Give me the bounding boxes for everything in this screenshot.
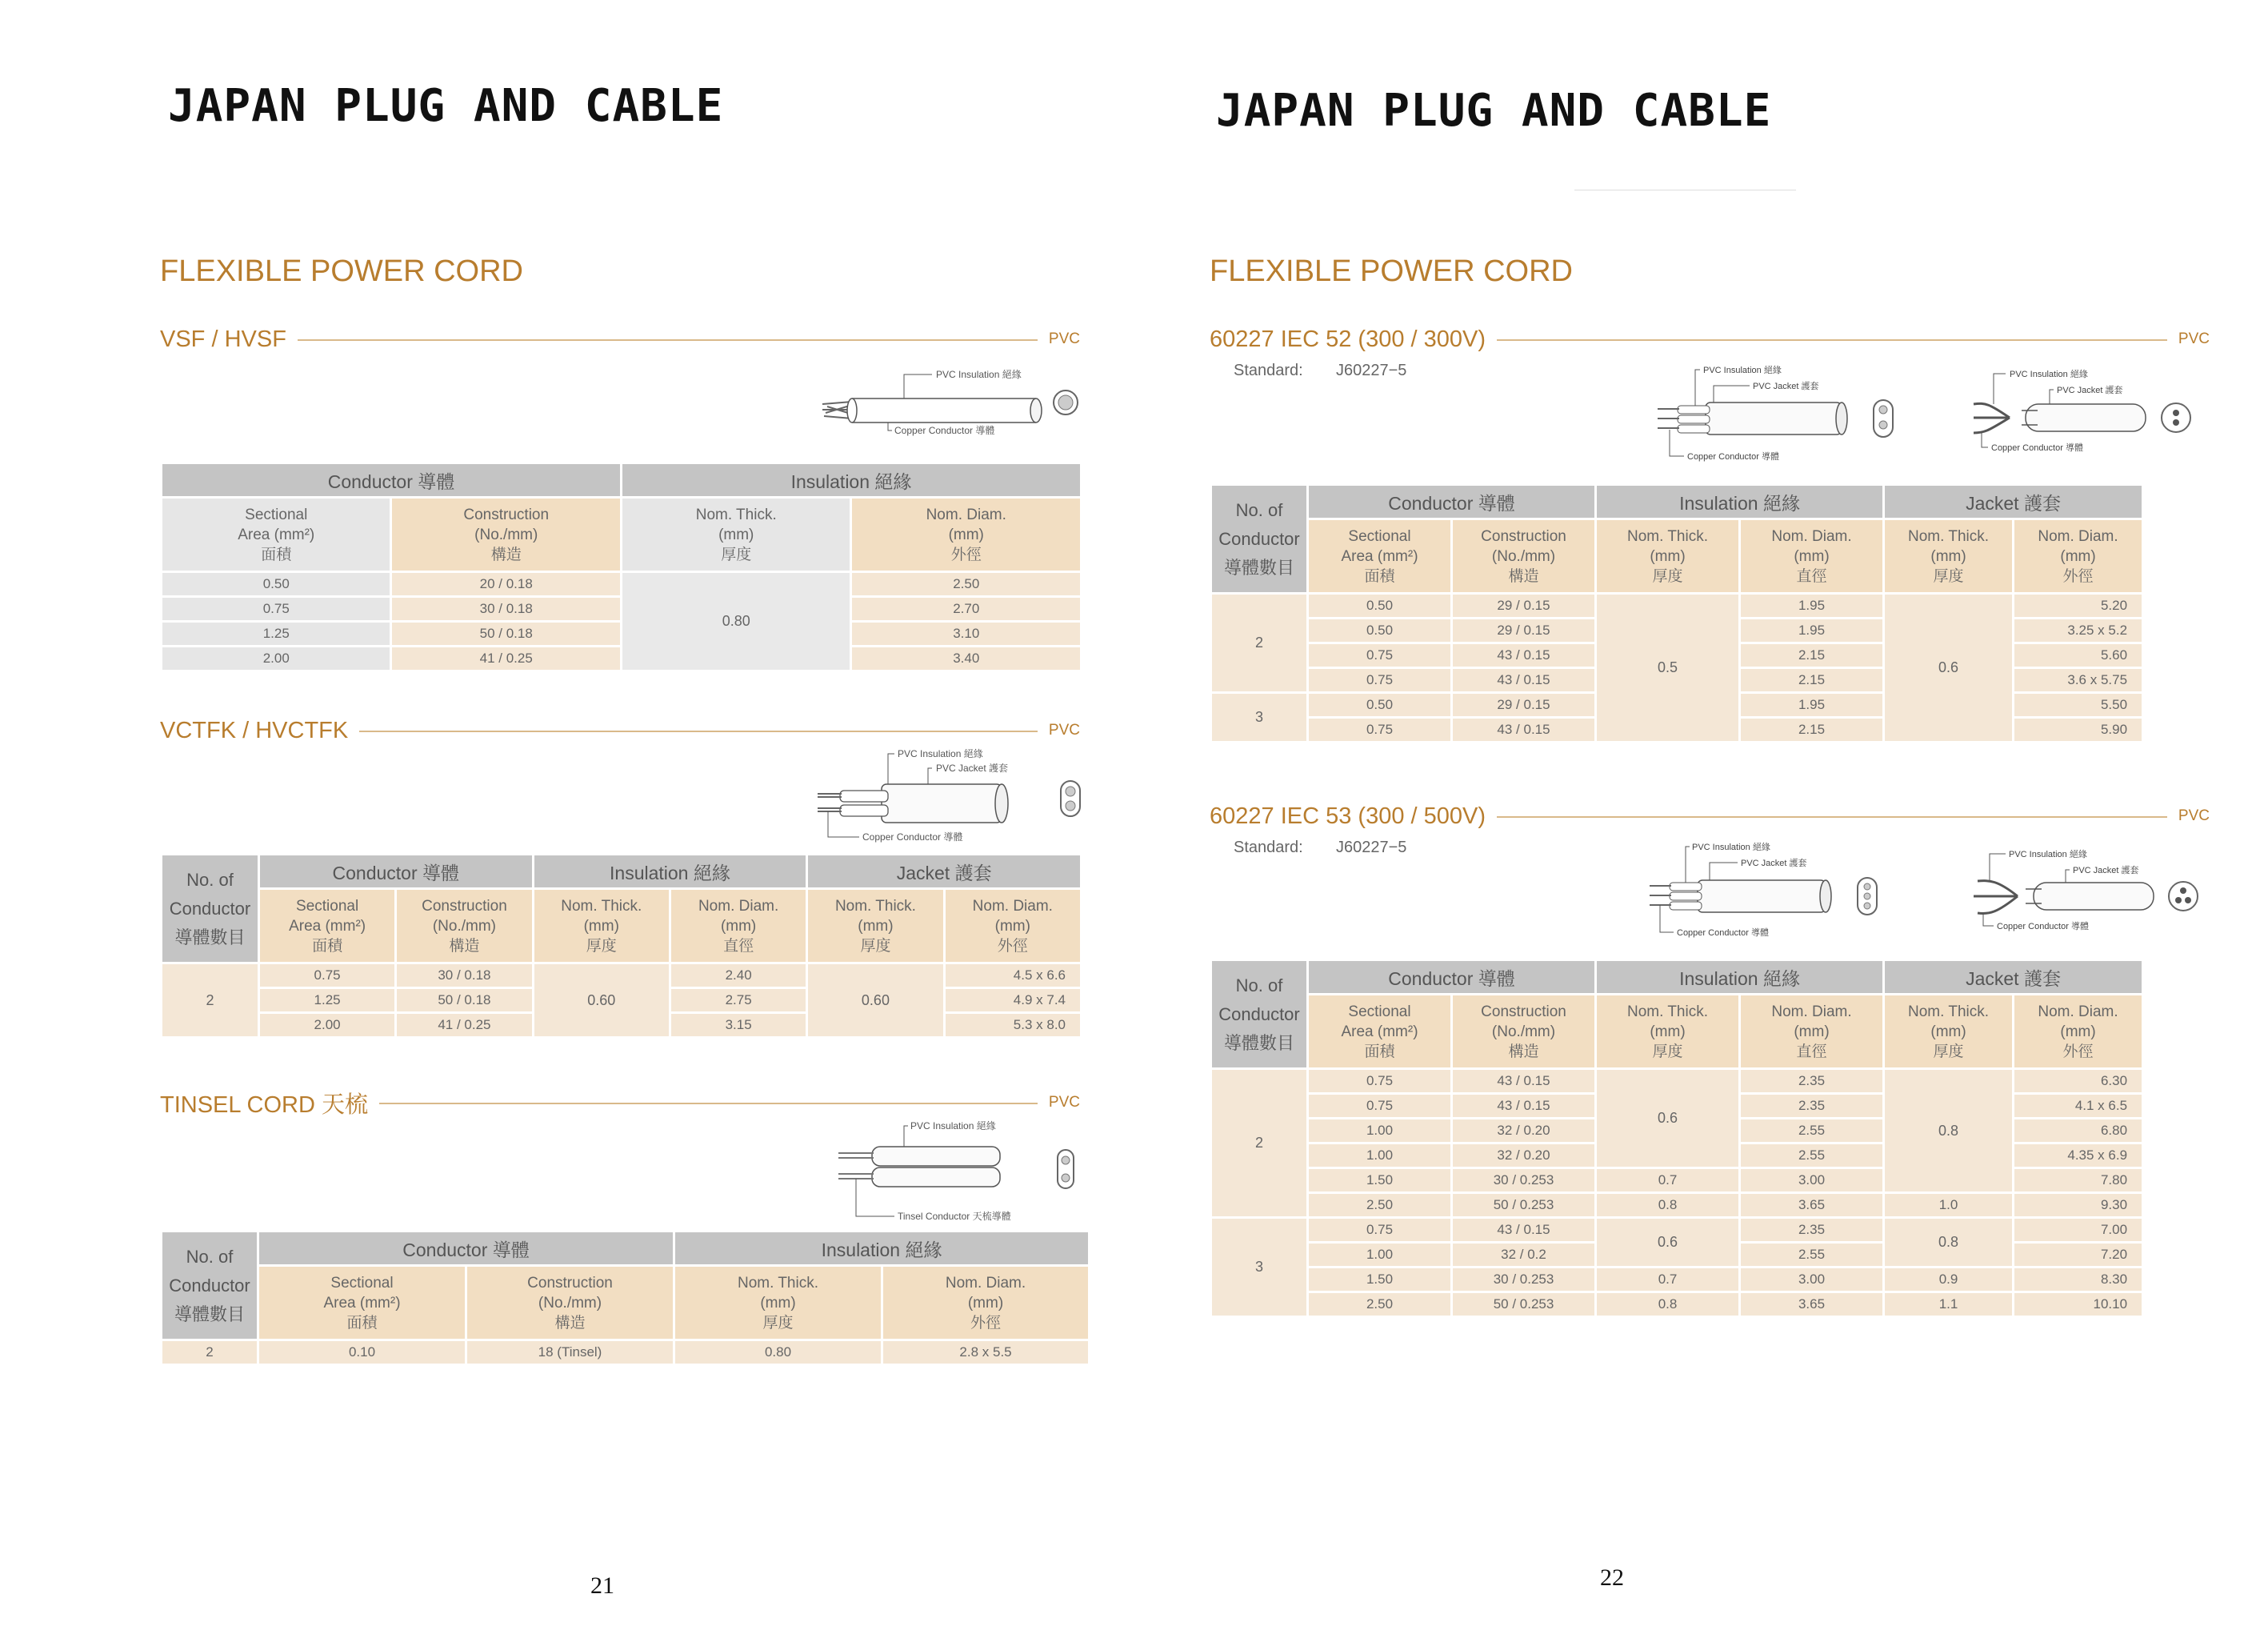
jacket-header: Jacket 護套 bbox=[1885, 486, 2142, 518]
right-page bbox=[1134, 0, 2268, 1626]
table-row: 2.00 41 / 0.25 3.40 bbox=[162, 647, 1080, 670]
iec52-name: 60227 IEC 52 (300 / 300V) bbox=[1210, 326, 1486, 352]
diam-header: Nom. Diam. (mm) 直徑 bbox=[1741, 520, 1882, 592]
table-row: 1.50 30 / 0.253 0.7 3.00 7.80 bbox=[1212, 1169, 2142, 1191]
divider bbox=[1497, 339, 2167, 341]
table-row: 2 0.75 43 / 0.15 0.6 2.35 0.8 6.30 bbox=[1212, 1070, 2142, 1092]
table-row: 2 0.75 30 / 0.18 0.60 2.40 0.60 4.5 x 6.6 bbox=[162, 964, 1080, 987]
tinsel-spec-table bbox=[160, 1230, 1090, 1366]
insulation-header: Insulation 絕緣 bbox=[1597, 486, 1882, 518]
table-row: 1.25 50 / 0.18 3.10 bbox=[162, 623, 1080, 645]
insulation-label: PVC Insulation 絕緣 bbox=[936, 369, 1022, 380]
pvc-tag: PVC bbox=[2178, 807, 2210, 824]
table-row: 2.50 50 / 0.253 0.8 3.65 1.1 10.10 bbox=[1212, 1293, 2142, 1316]
diam-header: Nom. Diam. (mm) 直徑 bbox=[671, 890, 806, 962]
insulation-label: PVC Insulation 絕緣 bbox=[910, 1120, 996, 1131]
table-row: 2.00 41 / 0.25 3.15 5.3 x 8.0 bbox=[162, 1014, 1080, 1036]
conductor-label: Copper Conductor 導體 bbox=[1991, 443, 2083, 453]
thick-header: Nom. Thick. (mm) 厚度 bbox=[675, 1267, 881, 1339]
jacket-label: PVC Jacket 護套 bbox=[1753, 382, 1819, 391]
insulation-label: PVC Insulation 絕緣 bbox=[1703, 366, 1782, 375]
table-row: 2 0.50 29 / 0.15 0.5 1.95 0.6 5.20 bbox=[1212, 595, 2142, 617]
construction-header: Construction (No./mm) 構造 bbox=[467, 1267, 673, 1339]
insulation-header: Insulation 絕緣 bbox=[675, 1232, 1088, 1264]
conductor-header: Conductor 導體 bbox=[1309, 961, 1594, 993]
section-title: FLEXIBLE POWER CORD bbox=[160, 254, 523, 288]
conductor-header: Conductor 導體 bbox=[162, 464, 620, 496]
tinsel-cable-diagram bbox=[824, 1116, 1104, 1228]
no-of-conductor-header: No. of Conductor 導體數目 bbox=[1212, 961, 1306, 1067]
pvc-tag: PVC bbox=[1048, 722, 1080, 739]
insulation-header: Insulation 絕緣 bbox=[622, 464, 1080, 496]
page-title: JAPAN PLUG AND CABLE bbox=[1216, 85, 1772, 137]
area-header: Sectional Area (mm²) 面積 bbox=[1309, 995, 1450, 1067]
table-row: 0.75 43 / 0.15 2.15 5.90 bbox=[1212, 719, 2142, 741]
table-row: 1.00 32 / 0.2 2.55 7.20 bbox=[1212, 1244, 2142, 1266]
diam-header: Nom. Diam. (mm) 直徑 bbox=[1741, 995, 1882, 1067]
table-row: 0.75 43 / 0.15 2.35 4.1 x 6.5 bbox=[1212, 1095, 2142, 1117]
table-row: 0.75 43 / 0.15 2.15 5.60 bbox=[1212, 644, 2142, 667]
iec53-cable-diagrams bbox=[1614, 836, 2222, 940]
construction-header: Construction (No./mm) 構造 bbox=[397, 890, 531, 962]
page-title: JAPAN PLUG AND CABLE bbox=[168, 80, 724, 132]
table-row: 1.25 50 / 0.18 2.75 4.9 x 7.4 bbox=[162, 989, 1080, 1011]
construction-header: Construction (No./mm) 構造 bbox=[1453, 520, 1594, 592]
insulation-header: Insulation 絕緣 bbox=[1597, 961, 1882, 993]
thick-header: Nom. Thick. (mm) 厚度 bbox=[534, 890, 669, 962]
conductor-label: Copper Conductor 導體 bbox=[862, 831, 963, 843]
insulation-header: Insulation 絕緣 bbox=[534, 855, 806, 887]
jacket-header: Jacket 護套 bbox=[1885, 961, 2142, 993]
conductor-header: Conductor 導體 bbox=[1309, 486, 1594, 518]
iec52-heading bbox=[1210, 323, 2210, 355]
conductor-header: Conductor 導體 bbox=[259, 1232, 673, 1264]
iec53-spec-table bbox=[1210, 959, 2144, 1318]
conductor-label: Tinsel Conductor 天梳導體 bbox=[898, 1211, 1011, 1222]
vctfk-spec-table bbox=[160, 853, 1082, 1039]
diam-header: Nom. Diam. (mm) 外徑 bbox=[883, 1267, 1088, 1339]
jacket-label: PVC Jacket 護套 bbox=[2057, 386, 2123, 395]
no-of-conductor-header: No. of Conductor 導體數目 bbox=[1212, 486, 1306, 592]
standard-line: Standard: J60227−5 bbox=[1234, 839, 1407, 856]
standard-line: Standard: J60227−5 bbox=[1234, 362, 1407, 379]
table-row: 1.00 32 / 0.20 2.55 6.80 bbox=[1212, 1119, 2142, 1142]
table-row: 0.50 29 / 0.15 1.95 3.25 x 5.2 bbox=[1212, 619, 2142, 642]
conductor-label: Copper Conductor 導體 bbox=[1677, 928, 1769, 938]
iec53-name: 60227 IEC 53 (300 / 500V) bbox=[1210, 803, 1486, 829]
insulation-label: PVC Insulation 絕緣 bbox=[898, 748, 983, 759]
thick-value: 0.80 bbox=[622, 573, 850, 670]
jacket-diam-header: Nom. Diam. (mm) 外徑 bbox=[2014, 995, 2142, 1067]
insulation-label: PVC Insulation 絕緣 bbox=[2009, 850, 2087, 859]
jacket-label: PVC Jacket 護套 bbox=[936, 763, 1009, 774]
table-row: 3 0.75 43 / 0.15 0.6 2.35 0.8 7.00 bbox=[1212, 1219, 2142, 1241]
conductor-count: 2 bbox=[162, 964, 258, 1036]
conductor-count: 3 bbox=[1212, 694, 1306, 741]
conductor-label: Copper Conductor 導體 bbox=[1687, 452, 1779, 462]
conductor-count: 2 bbox=[1212, 595, 1306, 691]
iec52-cable-diagrams bbox=[1646, 356, 2222, 468]
area-header: Sectional Area (mm²) 面積 bbox=[260, 890, 394, 962]
jacket-thick-header: Nom. Thick. (mm) 厚度 bbox=[808, 890, 942, 962]
tinsel-heading bbox=[160, 1087, 1080, 1119]
pvc-tag: PVC bbox=[1048, 1094, 1080, 1111]
insulation-label: PVC Insulation 絕緣 bbox=[2010, 370, 2088, 379]
jacket-thick-header: Nom. Thick. (mm) 厚度 bbox=[1885, 995, 2012, 1067]
thick-header: Nom. Thick. (mm) 厚度 bbox=[1597, 520, 1738, 592]
iec53-heading bbox=[1210, 800, 2210, 832]
insulation-label: PVC Insulation 絕緣 bbox=[1692, 843, 1770, 852]
jacket-diam-header: Nom. Diam. (mm) 外徑 bbox=[946, 890, 1080, 962]
divider bbox=[1497, 816, 2167, 818]
table-row: 0.50 20 / 0.18 0.80 2.50 bbox=[162, 573, 1080, 595]
table-row: 2 0.10 18 (Tinsel) 0.80 2.8 x 5.5 bbox=[162, 1341, 1088, 1364]
jacket-thick-header: Nom. Thick. (mm) 厚度 bbox=[1885, 520, 2012, 592]
jacket-label: PVC Jacket 護套 bbox=[2073, 866, 2139, 875]
area-header: Sectional Area (mm²) 面積 bbox=[259, 1267, 465, 1339]
divider bbox=[359, 731, 1038, 732]
no-of-conductor-header: No. of Conductor 導體數目 bbox=[162, 855, 258, 962]
conductor-label: Copper Conductor 導體 bbox=[1997, 922, 2089, 931]
jacket-label: PVC Jacket 護套 bbox=[1741, 859, 1807, 868]
table-row: 3 0.50 29 / 0.15 1.95 5.50 bbox=[1212, 694, 2142, 716]
divider bbox=[379, 1103, 1038, 1104]
vctfk-name: VCTFK / HVCTFK bbox=[160, 717, 349, 743]
vsf-cable-diagram bbox=[808, 360, 1104, 448]
conductor-header: Conductor 導體 bbox=[260, 855, 532, 887]
no-of-conductor-header: No. of Conductor 導體數目 bbox=[162, 1232, 257, 1339]
table-row: 1.50 30 / 0.253 0.7 3.00 0.9 8.30 bbox=[1212, 1268, 2142, 1291]
conductor-label: Copper Conductor 導體 bbox=[894, 425, 995, 436]
jacket-diam-header: Nom. Diam. (mm) 外徑 bbox=[2014, 520, 2142, 592]
jacket-header: Jacket 護套 bbox=[808, 855, 1080, 887]
pvc-tag: PVC bbox=[1048, 330, 1080, 347]
table-row: 0.75 43 / 0.15 2.15 3.6 x 5.75 bbox=[1212, 669, 2142, 691]
page-number: 22 bbox=[1600, 1564, 1624, 1591]
construction-header: Construction (No./mm) 構造 bbox=[392, 499, 620, 571]
thick-header: Nom. Thick. (mm) 厚度 bbox=[1597, 995, 1738, 1067]
tinsel-name: TINSEL CORD 天梳 bbox=[160, 1091, 368, 1118]
pvc-tag: PVC bbox=[2178, 330, 2210, 347]
table-row: 1.00 32 / 0.20 2.55 4.35 x 6.9 bbox=[1212, 1144, 2142, 1167]
thick-header: Nom. Thick. (mm) 厚度 bbox=[622, 499, 850, 571]
vctfk-heading bbox=[160, 715, 1080, 747]
area-header: Sectional Area (mm²) 面積 bbox=[1309, 520, 1450, 592]
diam-header: Nom. Diam. (mm) 外徑 bbox=[852, 499, 1080, 571]
vctfk-cable-diagram bbox=[808, 744, 1104, 848]
area-header: Sectional Area (mm²) 面積 bbox=[162, 499, 390, 571]
section-title: FLEXIBLE POWER CORD bbox=[1210, 254, 1573, 288]
conductor-count: 2 bbox=[1212, 1070, 1306, 1216]
page-number: 21 bbox=[590, 1572, 614, 1599]
iec52-spec-table bbox=[1210, 483, 2144, 743]
divider bbox=[298, 339, 1038, 341]
construction-header: Construction (No./mm) 構造 bbox=[1453, 995, 1594, 1067]
table-row: 2.50 50 / 0.253 0.8 3.65 1.0 9.30 bbox=[1212, 1194, 2142, 1216]
vsf-spec-table bbox=[160, 462, 1082, 672]
table-row: 0.75 30 / 0.18 2.70 bbox=[162, 598, 1080, 620]
vsf-name: VSF / HVSF bbox=[160, 326, 286, 352]
vsf-heading bbox=[160, 323, 1080, 355]
conductor-count: 3 bbox=[1212, 1219, 1306, 1316]
